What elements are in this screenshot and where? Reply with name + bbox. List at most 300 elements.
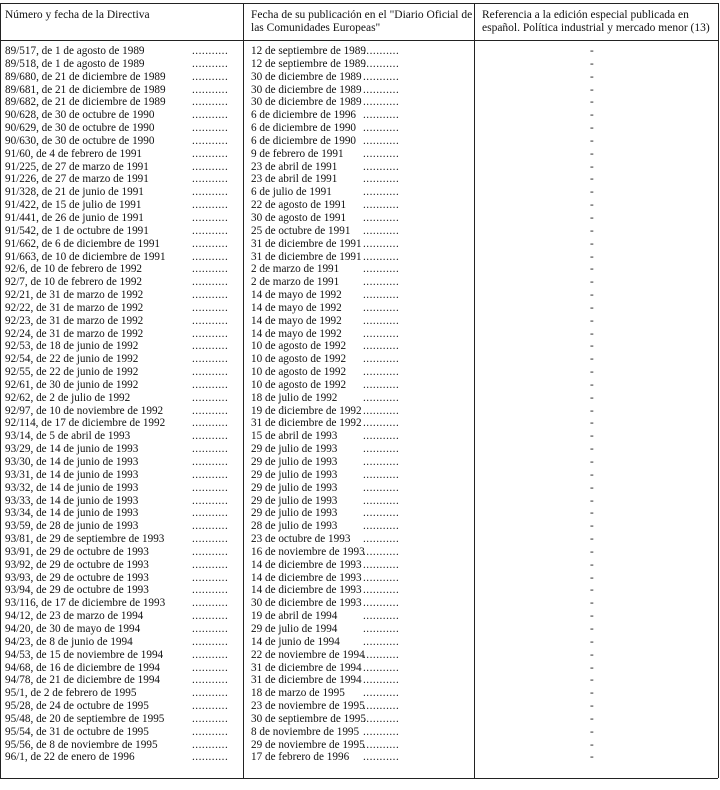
- table-row: [0, 700, 718, 713]
- leader-dots: ...........: [363, 378, 400, 391]
- publication-date-cell: 18 de marzo de 1995: [251, 687, 345, 700]
- directive-cell: 92/22, de 31 de marzo de 1992: [5, 301, 144, 314]
- reference-cell: -: [590, 57, 594, 70]
- reference-cell: -: [590, 199, 594, 212]
- directive-cell: 91/441, de 26 de junio de 1991: [5, 211, 144, 224]
- leader-dots: ...........: [192, 430, 229, 443]
- publication-date-cell: 6 de diciembre de 1990: [251, 122, 357, 135]
- header-publicacion-line2: las Comunidades Europeas": [251, 22, 381, 34]
- reference-cell: -: [590, 147, 594, 160]
- leader-dots: ...........: [192, 687, 229, 700]
- directive-cell: 91/60, de 4 de febrero de 1991: [5, 147, 143, 160]
- table-row: [0, 597, 718, 610]
- table-row: [0, 559, 718, 572]
- publication-date-cell: 23 de octubre de 1993: [251, 533, 351, 546]
- leader-dots: ...........: [192, 456, 229, 468]
- publication-date-cell: 29 de noviembre de 1995: [251, 738, 365, 751]
- publication-date-cell: 10 de agosto de 1992: [251, 340, 347, 353]
- table-row: [0, 482, 718, 495]
- reference-cell: -: [590, 430, 594, 443]
- leader-dots: ...........: [192, 533, 229, 546]
- leader-dots: ...........: [192, 417, 229, 430]
- leader-dots: ...........: [192, 443, 229, 456]
- leader-dots: ...........: [363, 160, 400, 173]
- table-row: [0, 392, 718, 405]
- leader-dots: ...........: [192, 211, 229, 224]
- publication-date-cell: 6 de julio de 1991: [251, 186, 332, 199]
- header-publicacion-line1: Fecha de su publicación en el "Diario Oficial de: [251, 9, 473, 21]
- directive-cell: 92/21, de 31 de marzo de 1992: [5, 289, 144, 302]
- reference-cell: -: [590, 173, 594, 186]
- reference-cell: -: [590, 725, 594, 738]
- reference-cell: -: [590, 700, 594, 713]
- reference-cell: -: [590, 533, 594, 546]
- leader-dots: ...........: [363, 751, 400, 764]
- leader-dots: ...........: [363, 199, 400, 212]
- publication-date-cell: 31 de diciembre de 1992: [251, 417, 362, 430]
- table-row: [0, 289, 718, 302]
- directive-cell: 93/116, de 17 de diciembre de 1993: [5, 597, 166, 610]
- publication-date-cell: 12 de septiembre de 1989: [251, 57, 366, 70]
- directive-cell: 90/630, de 30 de octubre de 1990: [5, 134, 155, 147]
- reference-cell: -: [590, 674, 594, 687]
- table-row: [0, 443, 718, 456]
- publication-date-cell: 10 de agosto de 1992: [251, 366, 347, 379]
- reference-cell: -: [590, 622, 594, 635]
- leader-dots: ...........: [363, 430, 400, 443]
- directive-cell: 92/7, de 10 de febrero de 1992: [5, 276, 143, 289]
- reference-cell: -: [590, 160, 594, 173]
- table-row: [0, 662, 718, 675]
- table-row: [0, 636, 718, 649]
- reference-cell: -: [590, 378, 594, 391]
- directive-cell: 91/663, de 10 de diciembre de 1991: [5, 250, 166, 263]
- table-row: [0, 610, 718, 623]
- leader-dots: ...........: [192, 520, 229, 533]
- leader-dots: ...........: [363, 533, 400, 546]
- leader-dots: ...........: [363, 314, 400, 327]
- table-row: [0, 161, 718, 174]
- directive-cell: 94/12, de 23 de marzo de 1994: [5, 610, 144, 623]
- leader-dots: ...........: [192, 481, 229, 494]
- leader-dots: ...........: [192, 661, 229, 674]
- leader-dots: ...........: [363, 494, 400, 507]
- directive-cell: 93/14, de 5 de abril de 1993: [5, 430, 131, 443]
- leader-dots: ...........: [363, 122, 400, 135]
- leader-dots: ...........: [363, 186, 400, 199]
- table-row: [0, 135, 718, 148]
- reference-cell: -: [590, 327, 594, 340]
- table-row: [0, 302, 718, 315]
- table-row: [0, 45, 718, 58]
- reference-cell: -: [590, 558, 594, 571]
- publication-date-cell: 8 de noviembre de 1995: [251, 725, 360, 738]
- directive-cell: 95/48, de 20 de septiembre de 1995: [5, 712, 165, 725]
- leader-dots: ...........: [363, 712, 400, 725]
- leader-dots: ...........: [363, 725, 400, 738]
- reference-cell: -: [590, 314, 594, 327]
- leader-dots: ...........: [192, 635, 229, 648]
- leader-dots: ...........: [363, 468, 400, 481]
- directive-cell: 93/93, de 29 de octubre de 1993: [5, 571, 149, 584]
- leader-dots: ...........: [192, 712, 229, 725]
- reference-cell: -: [590, 134, 594, 147]
- table-row: [0, 186, 718, 199]
- leader-dots: ...........: [192, 147, 229, 160]
- directive-cell: 95/54, de 31 de octubre de 1995: [5, 725, 149, 738]
- reference-cell: -: [590, 571, 594, 584]
- leader-dots: ...........: [363, 353, 400, 366]
- leader-dots: ...........: [363, 700, 400, 713]
- leader-dots: ...........: [363, 45, 400, 57]
- leader-dots: ...........: [192, 738, 229, 751]
- leader-dots: ...........: [192, 584, 229, 597]
- leader-dots: ...........: [363, 481, 400, 494]
- table-row: [0, 340, 718, 353]
- table-row: [0, 379, 718, 392]
- publication-date-cell: 14 de mayo de 1992: [251, 314, 342, 327]
- table-row: [0, 430, 718, 443]
- leader-dots: ...........: [192, 122, 229, 135]
- directive-cell: 91/662, de 6 de diciembre de 1991: [5, 237, 161, 250]
- header-directiva: [5, 9, 150, 22]
- reference-cell: -: [590, 443, 594, 456]
- table-row: [0, 212, 718, 225]
- publication-date-cell: 30 de diciembre de 1989: [251, 70, 362, 83]
- directive-cell: 91/542, de 1 de octubre de 1991: [5, 224, 149, 237]
- leader-dots: ...........: [363, 96, 400, 109]
- directive-cell: 95/1, de 2 de febrero de 1995: [5, 687, 137, 700]
- publication-date-cell: 14 de mayo de 1992: [251, 289, 342, 302]
- directive-cell: 94/78, de 21 de diciembre de 1994: [5, 674, 161, 687]
- leader-dots: ...........: [363, 327, 400, 340]
- publication-date-cell: 14 de diciembre de 1993: [251, 558, 362, 571]
- table-row: [0, 507, 718, 520]
- reference-cell: -: [590, 83, 594, 96]
- table-row: [0, 199, 718, 212]
- reference-cell: -: [590, 263, 594, 276]
- leader-dots: ...........: [363, 404, 400, 417]
- table-row: [0, 649, 718, 662]
- directive-cell: 89/680, de 21 de diciembre de 1989: [5, 70, 166, 83]
- directive-cell: 89/682, de 21 de diciembre de 1989: [5, 96, 166, 109]
- directive-cell: 93/32, de 14 de junio de 1993: [5, 481, 139, 494]
- leader-dots: ...........: [363, 57, 400, 70]
- table-row: [0, 417, 718, 430]
- leader-dots: ...........: [192, 494, 229, 507]
- leader-dots: ...........: [363, 391, 400, 404]
- publication-date-cell: 16 de noviembre de 1993: [251, 545, 365, 558]
- leader-dots: ...........: [192, 545, 229, 558]
- leader-dots: ...........: [192, 173, 229, 186]
- reference-cell: -: [590, 661, 594, 674]
- reference-cell: -: [590, 237, 594, 250]
- table-border-top: [0, 3, 718, 4]
- leader-dots: ...........: [363, 571, 400, 584]
- publication-date-cell: 23 de abril de 1991: [251, 160, 338, 173]
- leader-dots: ...........: [363, 545, 400, 558]
- leader-dots: ...........: [192, 366, 229, 379]
- directive-cell: 93/30, de 14 de junio de 1993: [5, 456, 139, 468]
- directive-cell: 92/23, de 31 de marzo de 1992: [5, 314, 144, 327]
- reference-cell: -: [590, 635, 594, 648]
- leader-dots: ...........: [363, 507, 400, 520]
- leader-dots: ...........: [192, 263, 229, 276]
- table-row: [0, 328, 718, 341]
- reference-cell: -: [590, 340, 594, 353]
- directive-cell: 95/56, de 8 de noviembre de 1995: [5, 738, 158, 751]
- directive-cell: 93/81, de 29 de septiembre de 1993: [5, 533, 165, 546]
- publication-date-cell: 23 de abril de 1991: [251, 173, 338, 186]
- leader-dots: ...........: [192, 109, 229, 122]
- header-referencia-line1: Referencia a la edición especial publicada en: [482, 9, 689, 21]
- directive-cell: 93/31, de 14 de junio de 1993: [5, 468, 139, 481]
- reference-cell: -: [590, 109, 594, 122]
- leader-dots: ...........: [363, 597, 400, 610]
- table-row: [0, 726, 718, 739]
- leader-dots: ...........: [192, 340, 229, 353]
- reference-cell: -: [590, 687, 594, 700]
- publication-date-cell: 6 de diciembre de 1996: [251, 109, 357, 122]
- table-row: [0, 353, 718, 366]
- leader-dots: ...........: [363, 687, 400, 700]
- reference-cell: -: [590, 712, 594, 725]
- publication-date-cell: 14 de diciembre de 1993: [251, 571, 362, 584]
- table-row: [0, 405, 718, 418]
- publication-date-cell: 18 de julio de 1992: [251, 391, 338, 404]
- publication-date-cell: 10 de agosto de 1992: [251, 353, 347, 366]
- reference-cell: -: [590, 224, 594, 237]
- directive-cell: 91/225, de 27 de marzo de 1991: [5, 160, 149, 173]
- publication-date-cell: 30 de diciembre de 1993: [251, 597, 362, 610]
- reference-cell: -: [590, 494, 594, 507]
- directive-cell: 93/34, de 14 de junio de 1993: [5, 507, 139, 520]
- table-row: [0, 71, 718, 84]
- leader-dots: ...........: [192, 160, 229, 173]
- reference-cell: -: [590, 456, 594, 468]
- leader-dots: ...........: [363, 109, 400, 122]
- reference-cell: -: [590, 45, 594, 57]
- table-row: [0, 173, 718, 186]
- leader-dots: ...........: [363, 456, 400, 468]
- leader-dots: ...........: [192, 289, 229, 302]
- reference-cell: -: [590, 404, 594, 417]
- publication-date-cell: 14 de mayo de 1992: [251, 327, 342, 340]
- directive-cell: 93/91, de 29 de octubre de 1993: [5, 545, 149, 558]
- directive-cell: 91/328, de 21 de junio de 1991: [5, 186, 144, 199]
- leader-dots: ...........: [192, 45, 229, 57]
- table-row: [0, 713, 718, 726]
- publication-date-cell: 14 de diciembre de 1993: [251, 584, 362, 597]
- publication-date-cell: 9 de febrero de 1991: [251, 147, 344, 160]
- leader-dots: ...........: [363, 173, 400, 186]
- reference-cell: -: [590, 468, 594, 481]
- table-border-right: [718, 3, 719, 778]
- directive-cell: 89/681, de 21 de diciembre de 1989: [5, 83, 166, 96]
- directive-cell: 92/24, de 31 de marzo de 1992: [5, 327, 144, 340]
- table-row: [0, 148, 718, 161]
- directive-cell: 89/518, de 1 de agosto de 1989: [5, 57, 145, 70]
- leader-dots: ...........: [192, 674, 229, 687]
- table-row: [0, 276, 718, 289]
- directive-cell: 90/628, de 30 de octubre de 1990: [5, 109, 155, 122]
- leader-dots: ...........: [192, 700, 229, 713]
- directive-cell: 94/20, de 30 de mayo de 1994: [5, 622, 141, 635]
- reference-cell: -: [590, 289, 594, 302]
- leader-dots: ...........: [363, 584, 400, 597]
- directive-cell: 89/517, de 1 de agosto de 1989: [5, 45, 145, 57]
- publication-date-cell: 23 de noviembre de 1995: [251, 700, 365, 713]
- header-publicacion: [251, 9, 472, 35]
- leader-dots: ...........: [192, 571, 229, 584]
- reference-cell: -: [590, 250, 594, 263]
- publication-date-cell: 2 de marzo de 1991: [251, 263, 340, 276]
- directive-cell: 93/59, de 28 de junio de 1993: [5, 520, 139, 533]
- leader-dots: ...........: [363, 648, 400, 661]
- leader-dots: ...........: [192, 237, 229, 250]
- leader-dots: ...........: [363, 738, 400, 751]
- publication-date-cell: 17 de febrero de 1996: [251, 751, 350, 764]
- table-row: [0, 263, 718, 276]
- table-row: [0, 623, 718, 636]
- publication-date-cell: 30 de agosto de 1991: [251, 211, 347, 224]
- leader-dots: ...........: [363, 622, 400, 635]
- publication-date-cell: 29 de julio de 1993: [251, 443, 338, 456]
- leader-dots: ...........: [192, 314, 229, 327]
- leader-dots: ...........: [192, 610, 229, 623]
- leader-dots: ...........: [192, 199, 229, 212]
- leader-dots: ...........: [363, 635, 400, 648]
- reference-cell: -: [590, 211, 594, 224]
- table-row: [0, 469, 718, 482]
- leader-dots: ...........: [192, 57, 229, 70]
- directive-table-body: [0, 45, 718, 764]
- directive-cell: 91/422, de 15 de julio de 1991: [5, 199, 142, 212]
- publication-date-cell: 25 de octubre de 1991: [251, 224, 351, 237]
- leader-dots: ...........: [192, 186, 229, 199]
- publication-date-cell: 30 de diciembre de 1989: [251, 83, 362, 96]
- table-row: [0, 122, 718, 135]
- directive-cell: 92/61, de 30 de junio de 1992: [5, 378, 139, 391]
- reference-cell: -: [590, 648, 594, 661]
- publication-date-cell: 10 de agosto de 1992: [251, 378, 347, 391]
- leader-dots: ...........: [192, 83, 229, 96]
- leader-dots: ...........: [363, 289, 400, 302]
- header-referencia-line2: español. Política industrial y mercado menor (13): [482, 22, 710, 34]
- publication-date-cell: 15 de abril de 1993: [251, 430, 338, 443]
- directive-cell: 92/54, de 22 de junio de 1992: [5, 353, 139, 366]
- publication-date-cell: 31 de diciembre de 1991: [251, 250, 362, 263]
- leader-dots: ...........: [192, 96, 229, 109]
- leader-dots: ...........: [363, 211, 400, 224]
- reference-cell: -: [590, 610, 594, 623]
- directive-cell: 90/629, de 30 de octubre de 1990: [5, 122, 155, 135]
- publication-date-cell: 6 de diciembre de 1990: [251, 134, 357, 147]
- header-referencia: [482, 9, 710, 35]
- publication-date-cell: 28 de julio de 1993: [251, 520, 338, 533]
- publication-date-cell: 14 de mayo de 1992: [251, 301, 342, 314]
- table-row: [0, 674, 718, 687]
- publication-date-cell: 30 de diciembre de 1989: [251, 96, 362, 109]
- publication-date-cell: 22 de agosto de 1991: [251, 199, 347, 212]
- directive-cell: 91/226, de 27 de marzo de 1991: [5, 173, 149, 186]
- leader-dots: ...........: [192, 301, 229, 314]
- leader-dots: ...........: [363, 237, 400, 250]
- directive-cell: 94/68, de 16 de diciembre de 1994: [5, 661, 161, 674]
- directive-cell: 92/55, de 22 de junio de 1992: [5, 366, 139, 379]
- reference-cell: -: [590, 738, 594, 751]
- leader-dots: ...........: [192, 648, 229, 661]
- publication-date-cell: 31 de diciembre de 1994: [251, 661, 362, 674]
- directive-cell: 92/53, de 18 de junio de 1992: [5, 340, 139, 353]
- publication-date-cell: 29 de julio de 1993: [251, 481, 338, 494]
- leader-dots: ...........: [363, 250, 400, 263]
- directive-cell: 93/92, de 29 de octubre de 1993: [5, 558, 149, 571]
- leader-dots: ...........: [192, 353, 229, 366]
- reference-cell: -: [590, 481, 594, 494]
- publication-date-cell: 19 de diciembre de 1992: [251, 404, 362, 417]
- leader-dots: ...........: [192, 250, 229, 263]
- leader-dots: ...........: [192, 327, 229, 340]
- directive-cell: 93/33, de 14 de junio de 1993: [5, 494, 139, 507]
- table-row: [0, 58, 718, 71]
- directive-cell: 93/94, de 29 de octubre de 1993: [5, 584, 149, 597]
- directive-cell: 92/97, de 10 de noviembre de 1992: [5, 404, 164, 417]
- publication-date-cell: 29 de julio de 1993: [251, 456, 338, 468]
- reference-cell: -: [590, 96, 594, 109]
- leader-dots: ...........: [363, 224, 400, 237]
- reference-cell: -: [590, 545, 594, 558]
- leader-dots: ...........: [363, 340, 400, 353]
- leader-dots: ...........: [192, 468, 229, 481]
- table-row: [0, 533, 718, 546]
- leader-dots: ...........: [363, 134, 400, 147]
- publication-date-cell: 30 de septiembre de 1995: [251, 712, 366, 725]
- publication-date-cell: 29 de julio de 1994: [251, 622, 338, 635]
- reference-cell: -: [590, 751, 594, 764]
- directive-cell: 92/62, de 2 de julio de 1992: [5, 391, 131, 404]
- directive-cell: 92/114, de 17 de diciembre de 1992: [5, 417, 166, 430]
- directive-cell: 92/6, de 10 de febrero de 1992: [5, 263, 143, 276]
- leader-dots: ...........: [363, 147, 400, 160]
- leader-dots: ...........: [192, 224, 229, 237]
- table-row: [0, 84, 718, 97]
- leader-dots: ...........: [192, 558, 229, 571]
- leader-dots: ...........: [363, 301, 400, 314]
- leader-dots: ...........: [363, 276, 400, 289]
- leader-dots: ...........: [192, 134, 229, 147]
- leader-dots: ...........: [363, 366, 400, 379]
- leader-dots: ...........: [363, 417, 400, 430]
- reference-cell: -: [590, 70, 594, 83]
- directive-cell: 93/29, de 14 de junio de 1993: [5, 443, 139, 456]
- directive-cell: 94/53, de 15 de noviembre de 1994: [5, 648, 164, 661]
- table-row: [0, 456, 718, 469]
- table-row: [0, 751, 718, 764]
- reference-cell: -: [590, 186, 594, 199]
- publication-date-cell: 22 de noviembre de 1994: [251, 648, 365, 661]
- table-border-bottom: [0, 778, 718, 779]
- table-row: [0, 520, 718, 533]
- reference-cell: -: [590, 520, 594, 533]
- publication-date-cell: 12 de septiembre de 1989: [251, 45, 366, 57]
- table-row: [0, 495, 718, 508]
- table-row: [0, 238, 718, 251]
- reference-cell: -: [590, 584, 594, 597]
- publication-date-cell: 31 de diciembre de 1994: [251, 674, 362, 687]
- directive-cell: 96/1, de 22 de enero de 1996: [5, 751, 135, 764]
- directive-cell: 95/28, de 24 de octubre de 1995: [5, 700, 149, 713]
